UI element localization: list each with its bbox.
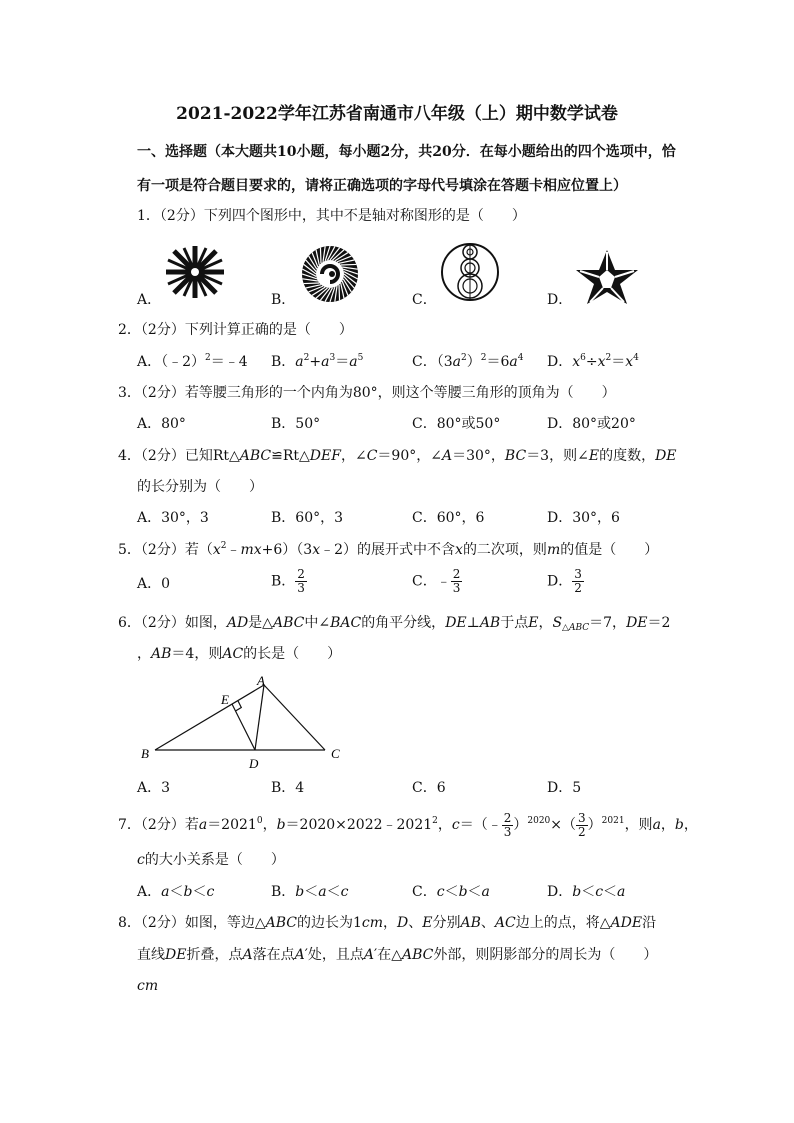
section-heading-line1: 一、选择题（本大题共10小题，每小题2分，共20分．在每小题给出的四个选项中，恰 — [137, 144, 676, 160]
q2-option-c: C．$(3a^2)^2=6a^4$ — [412, 353, 524, 370]
q8-stem-line2: 直线DE折叠，点A落在点A′处，且点A′在△ABC外部，则阴影部分的周长为（ ） — [137, 947, 658, 963]
q7-option-d: D．b＜c＜a — [547, 884, 626, 900]
q6-fig-label-d: D — [249, 756, 259, 771]
section-heading-line2: 有一项是符合题目要求的，请将正确选项的字母代号填涂在答题卡相应位置上） — [137, 178, 627, 194]
q4-option-b: B．60°，3 — [271, 510, 344, 526]
q5-option-a: A．0 — [137, 576, 171, 592]
q1-option-a: A． — [137, 292, 162, 308]
q6-triangle-figure — [135, 672, 355, 772]
q2-option-b: B．$a^2+a^3=a^5$ — [271, 353, 364, 370]
q5-option-c: C．﹣ $\frac{2}{3}$ — [412, 567, 461, 595]
q7-option-c: C．c＜b＜a — [412, 884, 490, 900]
q5-stem: 5．（2分）若$(x^2﹣mx+6)(3x﹣2)$的展开式中不含x的二次项，则m的值是（ ） — [118, 541, 659, 558]
q6-fig-label-a: A — [257, 673, 265, 688]
q6-fig-label-c: C — [331, 746, 340, 761]
q5-option-d: D． $\frac{3}{2}$ — [547, 567, 582, 595]
q1-stem: 1．（2分）下列四个图形中，其中不是轴对称图形的是（ ） — [137, 208, 526, 224]
q6-stem-line1: 6．（2分）如图，AD是△ABC中∠BAC的角平分线，DE⊥AB于点E，$S_{\triangle ABC}=7$，DE＝2 — [118, 615, 671, 633]
q5-option-b: B． $\frac{2}{3}$ — [271, 567, 305, 595]
q1-option-b: B． — [271, 292, 296, 308]
q6-fig-label-b: B — [141, 746, 149, 761]
q7-stem-line2: c的大小关系是（ ） — [137, 852, 285, 868]
q4-stem-line1: 4．（2分）已知Rt△ABC≌Rt△DEF，∠C＝90°，∠A＝30°，BC＝3，则∠E的度数，DE — [118, 448, 677, 464]
q8-stem-line3: cm — [137, 978, 159, 994]
q1-option-d: D． — [547, 292, 573, 308]
q4-stem-line2: 的长分别为（ ） — [137, 479, 263, 495]
q6-option-a: A．3 — [137, 780, 171, 796]
q2-option-a: A．（﹣2）$^2$＝﹣4 — [137, 353, 248, 370]
q1-figure-a-asterisk-icon — [164, 244, 226, 300]
q1-option-c: C． — [412, 292, 437, 308]
q3-option-c: C．80°或50° — [412, 416, 501, 432]
q2-stem: 2．（2分）下列计算正确的是（ ） — [118, 322, 353, 338]
q3-option-d: D．80°或20° — [547, 416, 636, 432]
q6-stem-line2: ，AB＝4，则AC的长是（ ） — [137, 646, 342, 662]
q6-option-b: B．4 — [271, 780, 305, 796]
q6-fig-label-e: E — [221, 692, 229, 707]
page-title: 2021-2022学年江苏省南通市八年级（上）期中数学试卷 — [176, 104, 618, 124]
q4-option-a: A．30°，3 — [137, 510, 209, 526]
q1-figure-b-spiral-icon — [300, 244, 360, 304]
q6-option-c: C．6 — [412, 780, 446, 796]
q4-option-c: C．60°，6 — [412, 510, 485, 526]
q7-stem-line1: 7．（2分）若$a=2021^0$，$b=2020\times 2022﹣2021^2$，c＝（﹣ $\frac{2}{3}$ ）$^{2020}$×（ $\frac{3}{2}$ ）$^{2021}$，则a，b， — [118, 810, 698, 839]
q7-option-a: A．a＜b＜c — [137, 884, 215, 900]
q7-option-b: B．b＜a＜c — [271, 884, 349, 900]
q1-figure-c-circles-icon — [440, 242, 500, 302]
q3-stem: 3．（2分）若等腰三角形的一个内角为80°，则这个等腰三角形的顶角为（ ） — [118, 385, 616, 401]
q1-figure-d-star-icon — [574, 248, 640, 304]
q8-stem-line1: 8．（2分）如图，等边△ABC的边长为1cm，D、E分别AB、AC边上的点，将△ADE沿 — [118, 915, 657, 931]
q3-option-b: B．50° — [271, 416, 321, 432]
q4-option-d: D．30°，6 — [547, 510, 620, 526]
q2-option-d: D．$x^6\div x^2=x^4$ — [547, 353, 639, 370]
q6-option-d: D．5 — [547, 780, 582, 796]
q3-option-a: A．80° — [137, 416, 186, 432]
